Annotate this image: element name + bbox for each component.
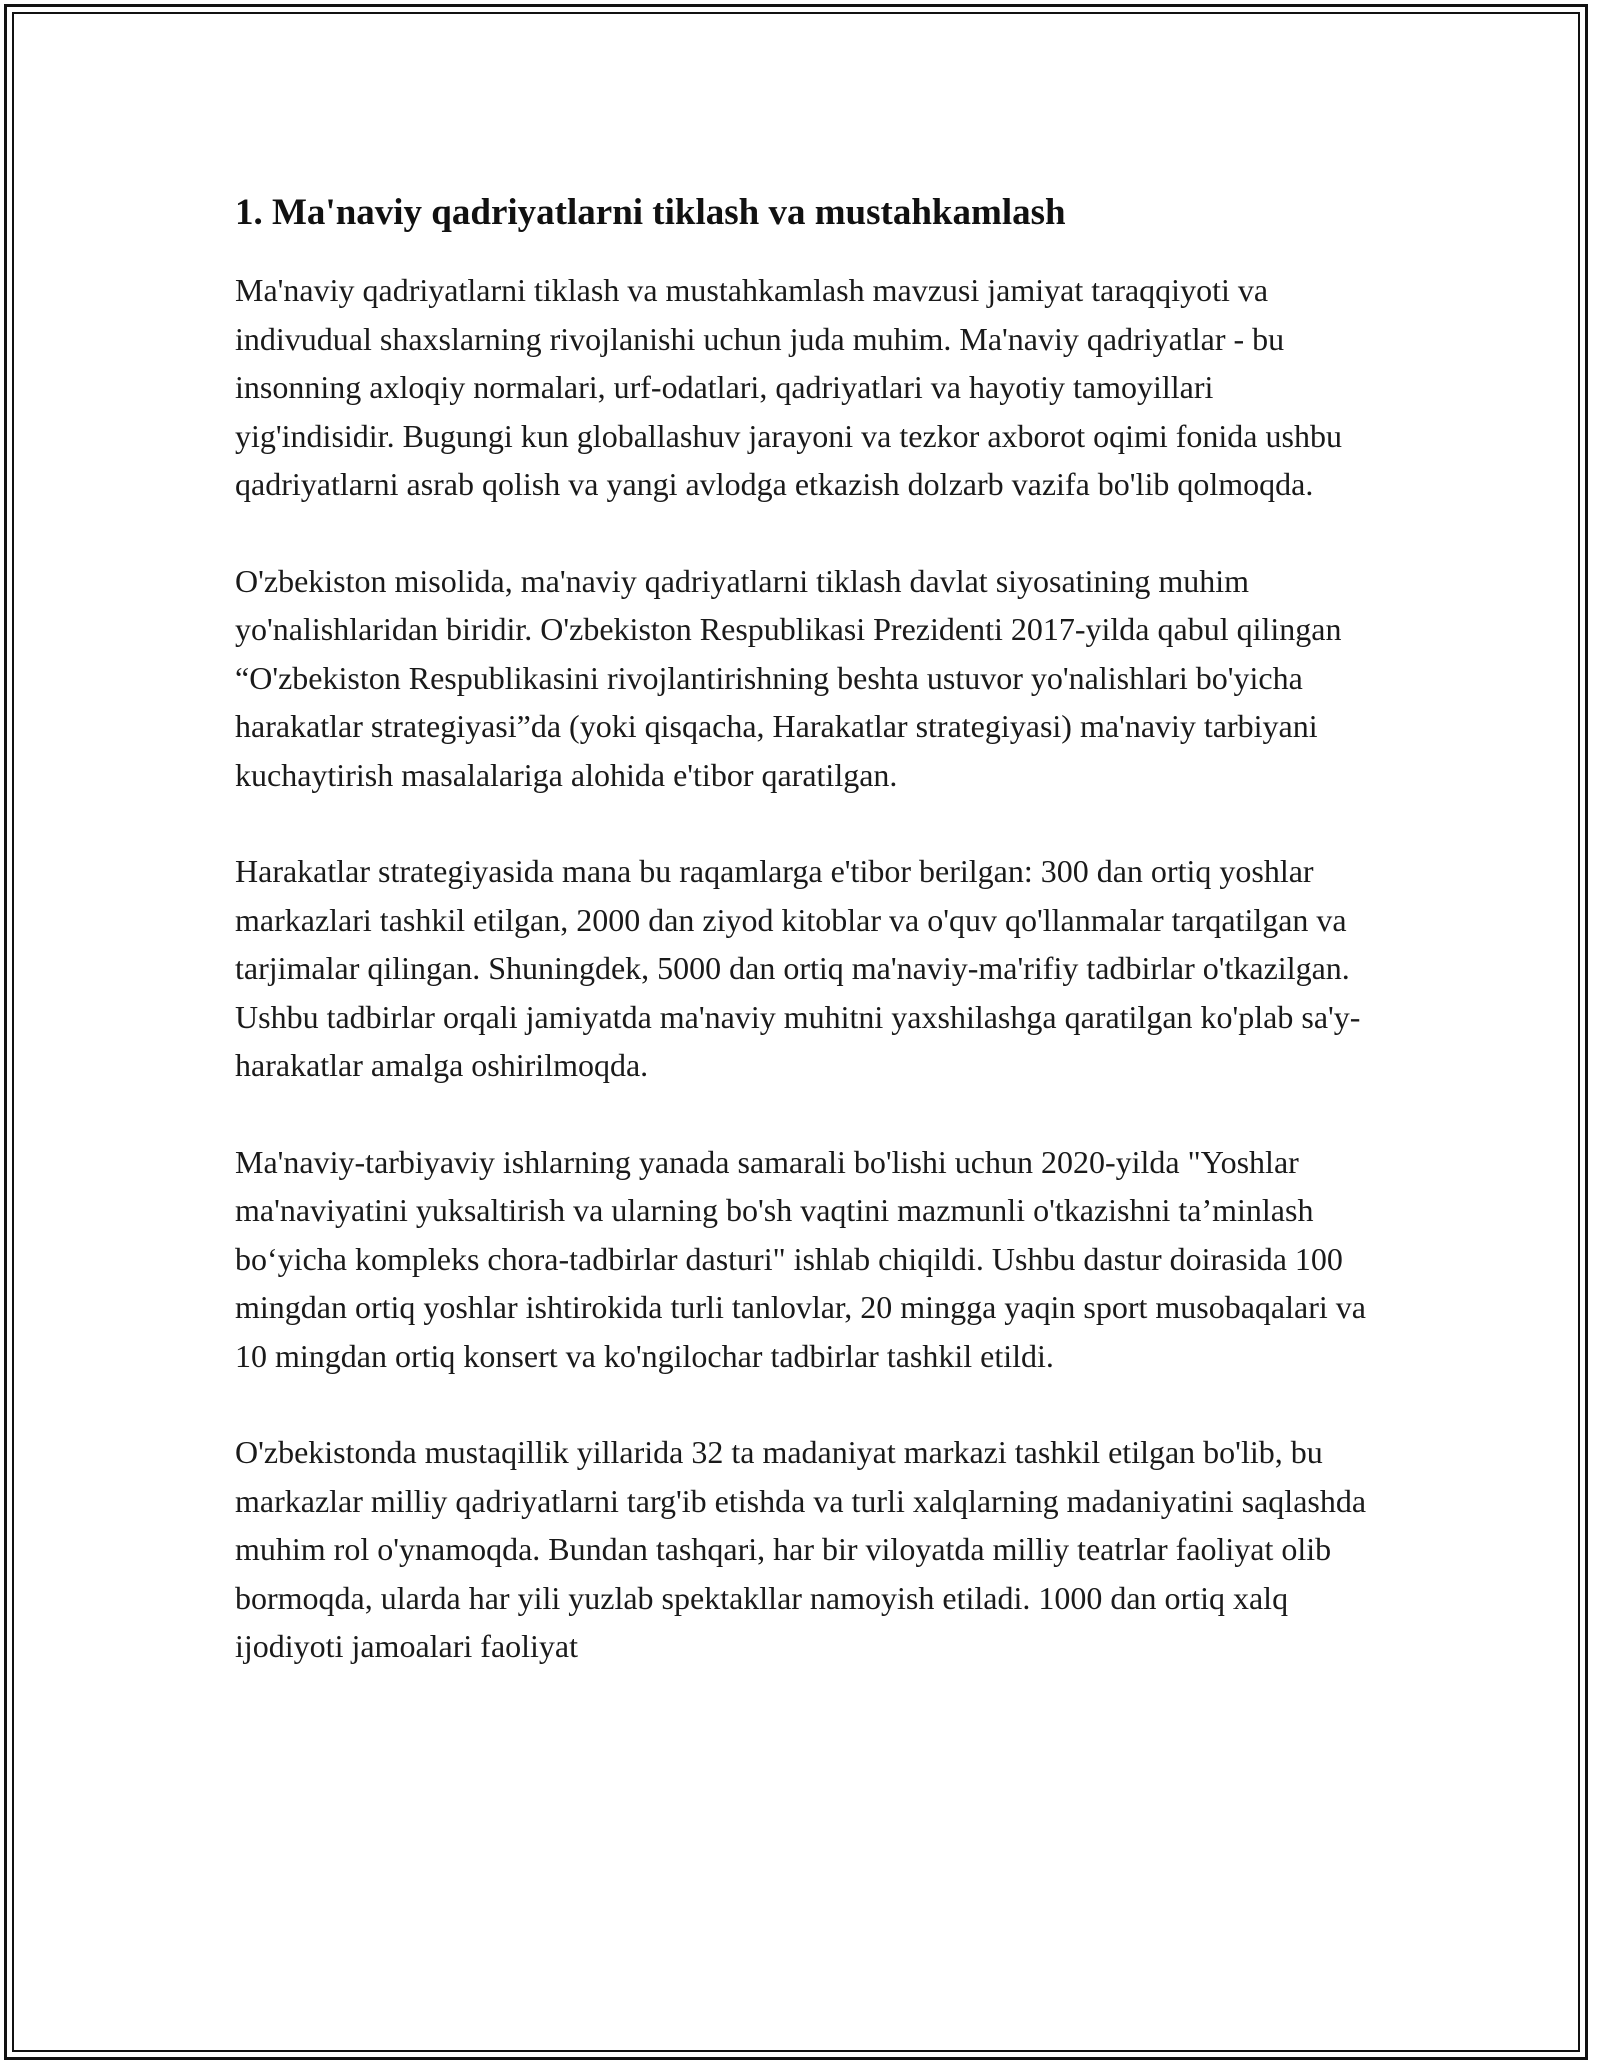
section-heading: 1. Ma'naviy qadriyatlarni tiklash va mustahkamlash: [235, 192, 1066, 233]
paragraph-2: O'zbekiston misolida, ma'naviy qadriyatlarni tiklash davlat siyosatining muhim yo'nalishlaridan biridir. O'zbekiston Respublikasi Prezidenti 2017-yilda qabul qilingan “O'zbekiston Respublikasini rivojlantirishning beshta ustuvor yo'nalishlari bo'yicha harakatlar strategiyasi”da (yoki qisqacha, Harakatlar strategiyasi) ma'naviy tarbiyani kuchaytirish masalalariga alohida e'tibor qaratilgan.: [235, 562, 1342, 793]
paragraph-5: O'zbekistonda mustaqillik yillarida 32 ta madaniyat markazi tashkil etilgan bo'lib, bu markazlar milliy qadriyatlarni targ'ib etishda va turli xalqlarning madaniyatini saqlashda muhim rol o'ynamoqda. Bundan tashqari, har bir viloyatda milliy teatrlar faoliyat olib bormoqda, ularda har yili yuzlab spektakllar namoyish etiladi. 1000 dan ortiq xalq ijodiyoti jamoalari faoliyat: [235, 1434, 1367, 1664]
paragraph-4: Ma'naviy-tarbiyaviy ishlarning yanada samarali bo'lishi uchun 2020-yilda "Yoshlar ma'naviyatini yuksaltirish va ularning bo'sh vaqtini mazmunli o'tkazishni ta’minlash bo‘yicha kompleks chora-tadbirlar dasturi" ishlab chiqildi. Ushbu dastur doirasida 100 mingdan ortiq yoshlar ishtirokida turli tanlovlar, 20 mingga yaqin sport musobaqalari va 10 mingdan ortiq konsert va ko'ngilochar tadbirlar tashkil etildi.: [235, 1143, 1366, 1374]
paragraph-3: Harakatlar strategiyasida mana bu raqamlarga e'tibor berilgan: 300 dan ortiq yoshlar markazlari tashkil etilgan, 2000 dan ziyod kitoblar va o'quv qo'llanmalar tarqatilgan va tarjimalar qilingan. Shuningdek, 5000 dan ortiq ma'naviy-ma'rifiy tadbirlar o'tkazilgan. Ushbu tadbirlar orqali jamiyatda ma'naviy muhitni yaxshilashga qaratilgan ko'plab sa'y-harakatlar amalga oshirilmoqda.: [235, 853, 1361, 1083]
document-body: [235, 186, 1375, 1671]
paragraph-1: Ma'naviy qadriyatlarni tiklash va mustahkamlash mavzusi jamiyat taraqqiyoti va indivudual shaxslarning rivojlanishi uchun juda muhim. Ma'naviy qadriyatlar - bu insonning axloqiy normalari, urf-odatlari, qadriyatlari va hayotiy tamoyillari yig'indisidir. Bugungi kun globallashuv jarayoni va tezkor axborot oqimi fonida ushbu qadriyatlarni asrab qolish va yangi avlodga etkazish dolzarb vazifa bo'lib qolmoqda.: [235, 272, 1342, 502]
